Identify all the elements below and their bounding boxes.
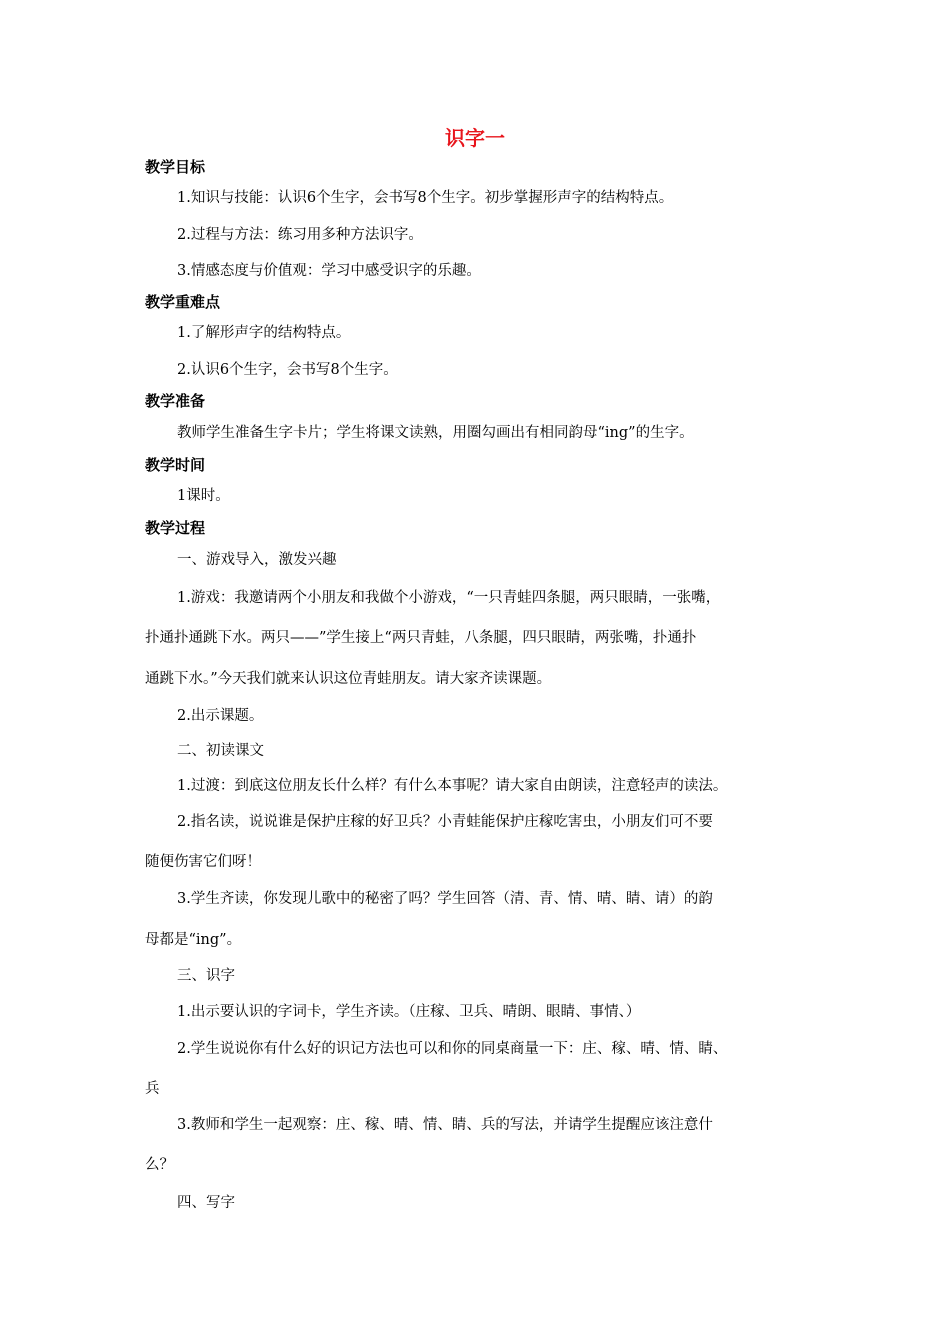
- process-line: 1.出示要认识的字词卡，学生齐读。（庄稼、卫兵、晴朗、眼睛、事情、）: [177, 1004, 641, 1020]
- process-line: 二、初读课文: [177, 743, 264, 759]
- goal-item: 3.情感态度与价值观：学习中感受识字的乐趣。: [177, 263, 481, 279]
- goal-item: 2.过程与方法：练习用多种方法识字。: [177, 227, 423, 243]
- key-point-item: 2.认识6个生字，会书写8个生字。: [177, 362, 398, 378]
- key-point-item: 1.了解形声字的结构特点。: [177, 325, 351, 341]
- process-line: 扑通扑通跳下水。两只——”学生接上“两只青蛙，八条腿，四只眼睛，两张嘴，扑通扑: [145, 630, 697, 646]
- heading-teaching-goals: 教学目标: [145, 158, 206, 176]
- process-line: 么？: [145, 1157, 174, 1173]
- process-line: 1.游戏：我邀请两个小朋友和我做个小游戏，“一只青蛙四条腿，两只眼睛，一张嘴，: [177, 590, 721, 606]
- process-line: 通跳下水。”今天我们就来认识这位青蛙朋友。请大家齐读课题。: [145, 671, 552, 687]
- process-line: 一、游戏导入，激发兴趣: [177, 552, 337, 568]
- process-line: 3.教师和学生一起观察：庄、稼、晴、情、睛、兵的写法，并请学生提醒应该注意什: [177, 1117, 713, 1133]
- process-line: 兵: [145, 1081, 160, 1097]
- process-line: 1.过渡：到底这位朋友长什么样？有什么本事呢？请大家自由朗读，注意轻声的读法。: [177, 778, 728, 794]
- teaching-time-text: 1课时。: [177, 488, 230, 504]
- preparation-text: 教师学生准备生字卡片；学生将课文读熟，用圈勾画出有相同韵母“ing”的生字。: [177, 425, 694, 441]
- process-line: 三、识字: [177, 968, 235, 984]
- heading-teaching-time: 教学时间: [145, 456, 206, 474]
- process-line: 2.指名读，说说谁是保护庄稼的好卫兵？小青蛙能保护庄稼吃害虫，小朋友们可不要: [177, 814, 713, 830]
- document-title: 识字一: [445, 126, 505, 150]
- process-line: 母都是“ing”。: [145, 932, 242, 948]
- process-line: 3.学生齐读，你发现儿歌中的秘密了吗？学生回答（清、青、情、晴、睛、请）的韵: [177, 891, 713, 907]
- process-line: 随便伤害它们呀！: [145, 854, 261, 870]
- process-line: 2.出示课题。: [177, 708, 264, 724]
- heading-key-points: 教学重难点: [145, 293, 221, 311]
- goal-item: 1.知识与技能：认识6个生字，会书写8个生字。初步掌握形声字的结构特点。: [177, 190, 674, 206]
- process-line: 2.学生说说你有什么好的识记方法也可以和你的同桌商量一下：庄、稼、晴、情、睛、: [177, 1041, 728, 1057]
- process-line: 四、写字: [177, 1195, 235, 1211]
- heading-teaching-process: 教学过程: [145, 519, 206, 537]
- heading-preparation: 教学准备: [145, 392, 206, 410]
